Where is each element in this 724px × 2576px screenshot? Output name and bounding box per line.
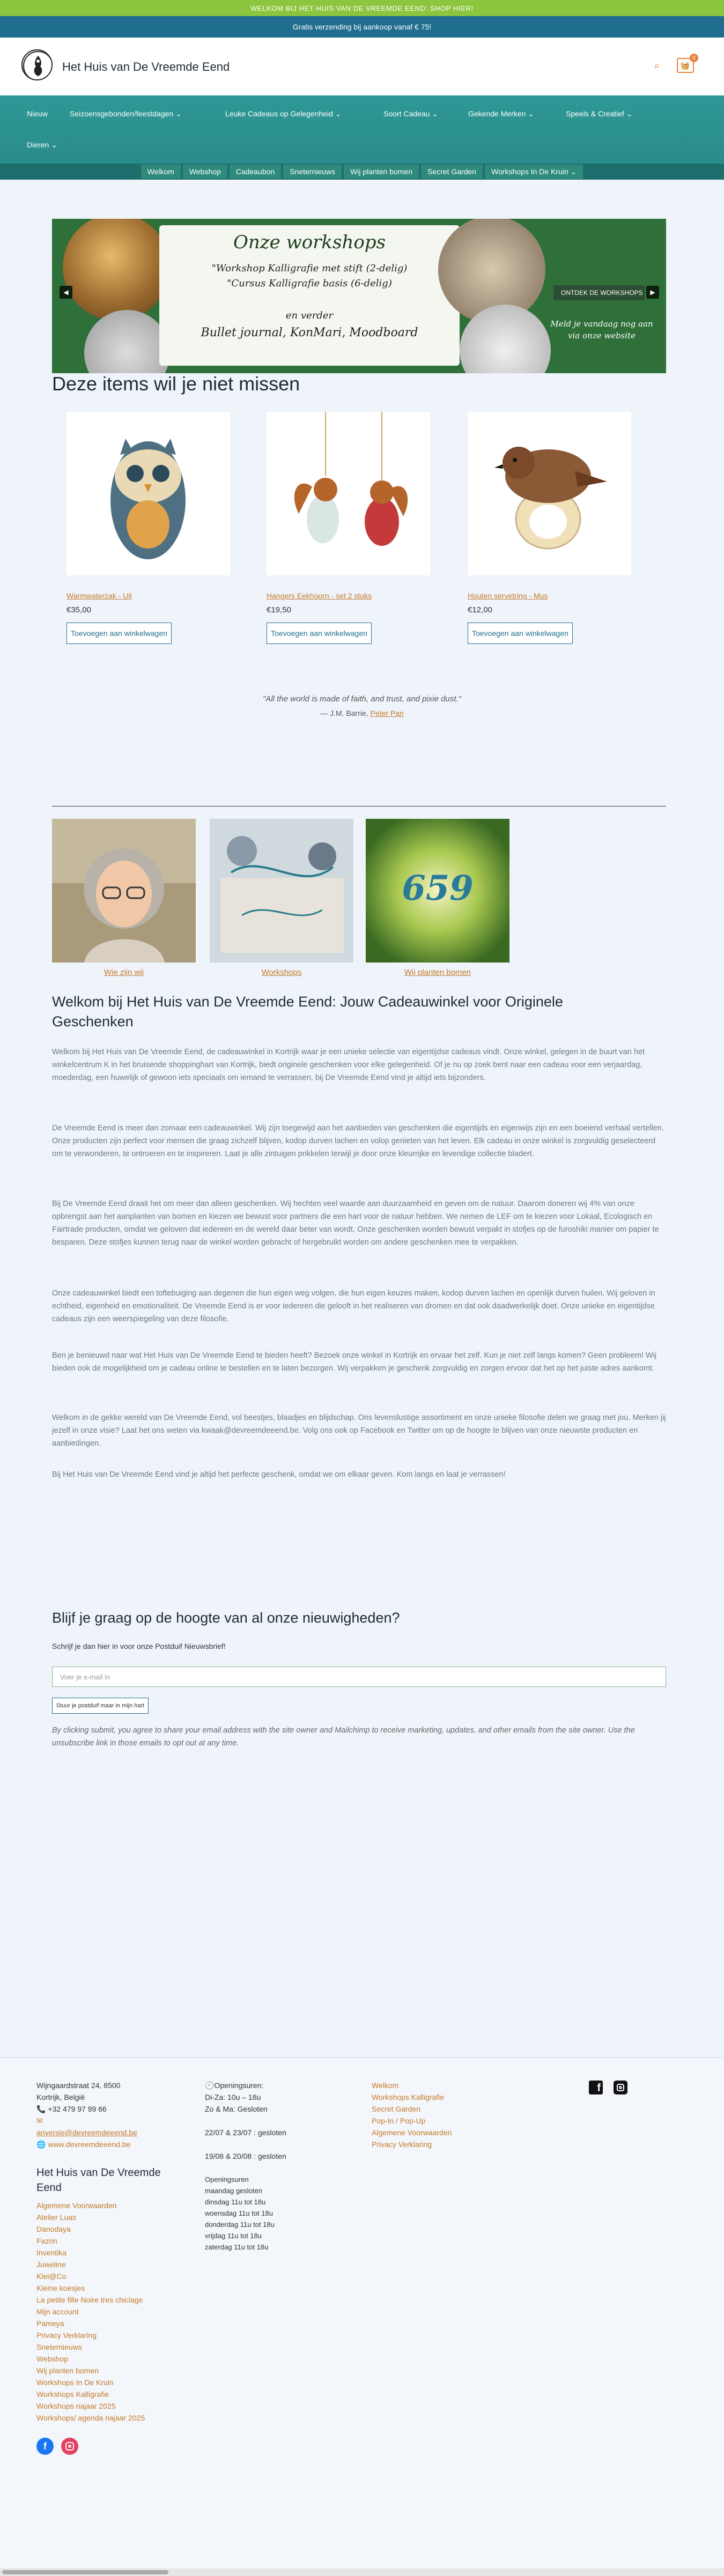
closure-line: 19/08 & 20/08 : gesloten xyxy=(205,2152,286,2160)
footer-nav-link[interactable]: Workshops Kalligrafie xyxy=(372,2093,445,2101)
product-image[interactable] xyxy=(468,412,631,575)
hours-block-line: maandag gesloten xyxy=(205,2187,262,2195)
product-price: €35,00 xyxy=(67,605,91,615)
nav-item-merken[interactable]: Gekende Merken ⌄ xyxy=(468,109,535,118)
footer-page-link[interactable]: La petite fille Noire tres chiclage xyxy=(36,2296,143,2304)
instagram-icon[interactable] xyxy=(614,2081,627,2094)
footer-nav-link[interactable]: Pop-In / Pop-Up xyxy=(372,2116,426,2125)
nav-item-speels[interactable]: Speels & Creatief ⌄ xyxy=(566,109,633,118)
chevron-down-icon: ⌄ xyxy=(335,109,342,118)
nav-item-gelegenheid[interactable]: Leuke Cadeaus op Gelegenheid ⌄ xyxy=(225,109,342,118)
footer-page-link[interactable]: Sneternieuws xyxy=(36,2343,82,2351)
clock-icon: 🕘 xyxy=(205,2081,215,2090)
product-image[interactable] xyxy=(67,412,230,575)
footer-page-link[interactable]: Workshops Kalligrafie xyxy=(36,2390,109,2399)
hours-block xyxy=(205,2174,339,2253)
hours-block-line: vrijdag 11u tot 18u xyxy=(205,2232,262,2240)
banner-line-2: "Cursus Kalligrafie basis (6-delig) xyxy=(227,278,392,289)
newsletter-legal: By clicking submit, you agree to share your email address with the site owner and Mailchimp to receive marketing, updates, and other emails from the site owner. Use the unsubscribe link in those emails to opt out at any time. xyxy=(52,1726,635,1748)
hours-block-line: woensdag 11u tot 18u xyxy=(205,2209,273,2217)
subscribe-button[interactable]: Stuur je postduif maar in mijn hart xyxy=(52,1698,149,1714)
nav-item-nieuw[interactable]: Nieuw xyxy=(27,109,48,118)
chevron-down-icon: ⌄ xyxy=(528,109,535,118)
subnav-cadeaubon[interactable]: Cadeaubon xyxy=(230,165,281,179)
product-image[interactable] xyxy=(267,412,430,575)
footer-page-link[interactable]: Klei@Co xyxy=(36,2272,67,2281)
newsletter-title: Blijf je graag op de hoogte van al onze nieuwigheden? xyxy=(52,1610,400,1626)
address-line: Kortrijk, België xyxy=(36,2093,85,2101)
footer-nav-link[interactable]: Secret Garden xyxy=(372,2105,421,2113)
banner-photo-1 xyxy=(63,219,170,321)
hours-block-line: zaterdag 11u tot 18u xyxy=(205,2243,269,2251)
footer-page-link[interactable]: Atelier Luas xyxy=(36,2213,76,2222)
hero-banner[interactable] xyxy=(52,219,666,373)
add-to-cart-button[interactable]: Toevoegen aan winkelwagen xyxy=(67,623,172,644)
footer-web-link[interactable]: 🌐 www.devreemdeeend.be xyxy=(36,2140,131,2149)
hours-line: Zo & Ma: Gesloten xyxy=(205,2105,268,2113)
social-links xyxy=(36,2438,176,2455)
footer-page-link[interactable]: Webshop xyxy=(36,2355,68,2363)
chevron-down-icon: ⌄ xyxy=(432,109,439,118)
tile-caption[interactable]: Wie zijn wij xyxy=(104,968,144,977)
basket-icon[interactable]: 🧺 xyxy=(677,58,694,73)
footer-page-link[interactable]: Juweline xyxy=(36,2260,66,2269)
closure-line: 22/07 & 23/07 : gesloten xyxy=(205,2128,286,2137)
sub-nav xyxy=(0,164,724,180)
section-title: Deze items wil je niet missen xyxy=(52,373,300,395)
welcome-paragraph: Welkom in de gekke wereld van De Vreemde Eend, vol beestjes, blaadjes en blijdschap. Ons levenslustige assortiment en onze unieke filosofie delen we graag met jou. Merken jij jezelf in onze visie? Laat het ons weten via kwaak@devreemdeeend.be. Volg ons ook op Facebook en Twitter om op de hoogte te blijven van onze nieuwste producten en aanbiedingen. xyxy=(52,1413,666,1448)
site-title[interactable]: Het Huis van De Vreemde Eend xyxy=(62,60,230,73)
globe-icon: 🌐 xyxy=(36,2140,46,2149)
welcome-paragraph: Bij Het Huis van De Vreemde Eend vind je altijd het perfecte geschenk, omdat we om elkaar geven. Kom langs en laat je verrassen! xyxy=(52,1470,506,1479)
footer-page-link[interactable]: Pameya xyxy=(36,2319,64,2328)
welcome-title: Welkom bij Het Huis van De Vreemde Eend: Jouw Cadeauwinkel voor Originele Geschenken xyxy=(52,994,563,1030)
hours-block-line: Openingsuren xyxy=(205,2175,249,2183)
product-price: €12,00 xyxy=(468,605,492,615)
tile-caption[interactable]: Wij planten bomen xyxy=(404,968,471,977)
carousel-prev-icon[interactable]: ◀ xyxy=(60,286,72,299)
subnav-workshops[interactable]: Workshops In De Kruin ⌄ xyxy=(485,165,583,179)
footer-page-link[interactable]: Privacy Verklaring xyxy=(36,2331,97,2340)
tile-image-bomen[interactable] xyxy=(366,819,509,963)
main-nav xyxy=(0,95,724,164)
footer-page-link[interactable]: Inventika xyxy=(36,2248,67,2257)
footer-site-title: Het Huis van De Vreemde Eend xyxy=(36,2167,161,2194)
product-name[interactable]: Hangers Eekhoorn - set 2 stuks xyxy=(267,591,372,600)
subnav-bomen[interactable]: Wij planten bomen xyxy=(344,165,419,179)
hours-block-line: donderdag 11u tot 18u xyxy=(205,2220,275,2229)
banner-title: Onze workshops xyxy=(233,232,386,253)
footer-nav-link[interactable]: Welkom xyxy=(372,2081,399,2090)
info-tile xyxy=(366,819,509,977)
search-icon[interactable]: ⌕ xyxy=(654,60,660,71)
promo-bar[interactable]: WELKOM BIJ HET HUIS VAN DE VREEMDE EEND: SHOP HIER! xyxy=(0,0,724,16)
footer-page-link[interactable]: Workshops najaar 2025 xyxy=(36,2402,116,2410)
chevron-down-icon: ⌄ xyxy=(626,109,633,118)
welcome-paragraph: Welkom bij Het Huis van De Vreemde Eend, de cadeauwinkel in Kortrijk waar je een unieke selectie van eigentijdse cadeaus vindt. Onze winkel, gelegen in de buurt van het winkelcentrum K in het bruisende shoppinghart van Kortrijk, biedt originele geschenken voor elke gelegenheid. Of je nu op zoek bent naar een cadeau voor een verjaardag, moederdag, een huwelijk of gewoon iets speciaals om iemand te verrassen, bij De Vreemde Eend vind je altijd iets bijzonders. xyxy=(52,1048,645,1082)
subnav-sneternieuws[interactable]: Sneternieuws xyxy=(283,165,342,179)
footer-links xyxy=(372,2079,506,2150)
add-to-cart-button[interactable]: Toevoegen aan winkelwagen xyxy=(267,623,372,644)
quote-attribution: — J.M. Barrie, Peter Pan xyxy=(320,709,404,717)
shipping-bar: Gratis verzending bij aankoop vanaf € 75! xyxy=(0,16,724,38)
subnav-webshop[interactable]: Webshop xyxy=(183,165,227,179)
phone-icon: 📞 xyxy=(36,2105,46,2113)
info-tile xyxy=(52,819,196,977)
site-header xyxy=(0,38,724,95)
nav-item-dieren[interactable]: Dieren ⌄ xyxy=(27,140,57,149)
facebook-icon[interactable]: f xyxy=(589,2081,603,2094)
footer-page-link[interactable]: Workshops/ agenda najaar 2025 xyxy=(36,2414,145,2422)
add-to-cart-button[interactable]: Toevoegen aan winkelwagen xyxy=(468,623,573,644)
hours-block-line: dinsdag 11u tot 18u xyxy=(205,2198,266,2206)
nav-item-seizoen[interactable]: Seizoensgebonden/feestdagen ⌄ xyxy=(70,109,182,118)
footer-contact xyxy=(36,2079,176,2455)
info-tile xyxy=(210,819,353,977)
product-card xyxy=(267,412,430,644)
footer-page-link[interactable]: Kleine koesjes xyxy=(36,2284,85,2292)
email-icon: ✉ xyxy=(36,2116,43,2125)
welcome-paragraph: Bij De Vreemde Eend draait het om meer dan alleen geschenken. Wij hechten veel waarde aan duurzaamheid en geven om de natuur. Daarom doneren wij 4% van onze opbrengst aan het aanplanten van bomen en kiezen we bewust voor partners die een hart voor de natuur hebben. We nemen de LEF om te kiezen voor Lokaal, Ecologisch en Fairtrade producten, omdat we geloven dat iedereen en de wereld daar beter van wordt. Onze geschenken worden bewust verpakt in stofjes op de furoshiki manier om papier te besparen. Deze stofjes kunnen terug naar de winkel worden gebracht of hergebruikt worden om andere geschenken mee te verpakken. xyxy=(52,1200,659,1247)
carousel-next-icon[interactable]: ▶ xyxy=(646,286,659,299)
address-line: Wijngaardstraat 24, 8500 xyxy=(36,2081,121,2090)
footer-page-link[interactable]: Algemene Voorwaarden xyxy=(36,2201,117,2210)
tile-image-workshops[interactable] xyxy=(210,819,353,963)
footer-page-link[interactable]: Wij planten bomen xyxy=(36,2366,99,2375)
nav-item-soort-cadeau[interactable]: Soort Cadeau ⌄ xyxy=(383,109,439,118)
footer-site-links xyxy=(36,2200,176,2424)
banner-line-4: Bullet journal, KonMari, Moodboard xyxy=(201,326,418,339)
footer-page-link[interactable]: Fazrin xyxy=(36,2237,57,2245)
banner-line-1: "Workshop Kalligrafie met stift (2-delig) xyxy=(211,263,408,274)
subnav-secret-garden[interactable]: Secret Garden xyxy=(421,165,483,179)
subnav-welkom[interactable]: Welkom xyxy=(141,165,181,179)
welcome-paragraph: Onze cadeauwinkel biedt een toftebuiging aan degenen die hun eigen weg volgen, die hun eigen keuzes maken, kodop durven lachen en openlijk durven huilen. Wij geloven in echtheid, eigenheid en emotionaliteit. De Vreemde Eend is er voor iedereen die gelooft in het realiseren van dromen en dat ook daadwerkelijk doet. Onze unieke en eigentijdse cadeaus zijn een weerspiegeling van deze filosofie. xyxy=(52,1289,655,1323)
footer-nav-link[interactable]: Privacy Verklaring xyxy=(372,2140,432,2149)
footer-page-link[interactable]: Danodaya xyxy=(36,2225,71,2233)
footer-email-link[interactable]: anversie@devreemdeeend.be xyxy=(36,2128,137,2137)
product-card xyxy=(67,412,230,644)
newsletter-subtitle: Schrijf je dan hier in voor onze Postduif Nieuwsbrief! xyxy=(52,1642,226,1650)
banner-line-3: en verder xyxy=(285,310,334,321)
site-logo[interactable] xyxy=(21,49,53,80)
footer-page-link[interactable]: Mijn account xyxy=(36,2307,79,2316)
product-name[interactable]: Warmwaterzak - Uil xyxy=(67,591,132,600)
product-card xyxy=(468,412,631,644)
tile-caption[interactable]: Workshops xyxy=(261,968,302,977)
quote-text: "All the world is made of faith, and trust, and pixie dust." xyxy=(262,694,461,704)
email-field[interactable]: Voer je e-mail in xyxy=(52,1667,666,1687)
instagram-icon[interactable] xyxy=(61,2438,78,2455)
quote-link[interactable]: Peter Pan xyxy=(370,709,404,717)
chevron-down-icon: ⌄ xyxy=(175,109,182,118)
welcome-paragraph: Ben je benieuwd naar wat Het Huis van De Vreemde Eend te bieden heeft? Bezoek onze winkel in Kortrijk en ervaar het zelf. Kun je niet zelf langs komen? Geen probleem! Wij bieden ook de mogelijkheid om je cadeau online te bestellen en te laten bezorgen. Wij verpakken je geschenk zorgvuldig en zorgen ervoor dat het op het juiste adres aankomt. xyxy=(52,1351,657,1373)
footer-page-link[interactable]: Workshops In De Kruin xyxy=(36,2378,114,2387)
banner-photo-2 xyxy=(84,310,170,373)
facebook-icon[interactable]: f xyxy=(36,2438,54,2455)
tile-image-wie-zijn-wij[interactable] xyxy=(52,819,196,963)
banner-text-panel xyxy=(159,225,460,366)
welcome-paragraph: De Vreemde Eend is meer dan zomaar een cadeauwinkel. Wij zijn toegewijd aan het aanbieden van geschenken die eigentijds en eigenwijs zijn en een boeiend verhaal vertellen. Onze producten zijn perfect voor mensen die graag zichzelf blijven, kodop durven lachen en volop genieten van het leven. Elk cadeau in onze winkel is zorgvuldig geselecteerd om te verwonderen, te ontroeren en te inspireren. Laat je alle zintuigen prikkelen terwijl je door onze kleurrijke en levendige collectie bladert. xyxy=(52,1124,664,1158)
tree-counter: 659 xyxy=(402,868,474,908)
hours-line: Di-Za: 10u – 18u xyxy=(205,2093,261,2101)
banner-cta-button[interactable]: ONTDEK DE WORKSHOPS xyxy=(553,285,645,300)
cart-count-badge: 0 xyxy=(690,54,698,62)
product-price: €19,50 xyxy=(267,605,291,615)
phone[interactable]: 📞 +32 479 97 99 66 xyxy=(36,2105,107,2113)
scrollbar-thumb[interactable] xyxy=(2,2570,168,2574)
product-name[interactable]: Houten servetring - Mus xyxy=(468,591,548,600)
footer-nav-link[interactable]: Algemene Voorwaarden xyxy=(372,2128,452,2137)
footer-hours: 🕘Openingsuren: Di-Za: 10u – 18u Zo & Ma: Gesloten 22/07 & 23/07 : gesloten 19/08 & 20/08 : gesloten Openingsuren maandag gesloten dinsdag 11u tot 18u woensdag 11u tot 18u donderdag 11u tot 18u vrijdag 11u tot 18u zaterdag 11u tot 18u xyxy=(205,2079,339,2253)
chevron-down-icon: ⌄ xyxy=(51,140,57,149)
site-footer xyxy=(0,2057,724,2576)
banner-aside: Meld je vandaag nog aan via onze website xyxy=(550,319,653,340)
